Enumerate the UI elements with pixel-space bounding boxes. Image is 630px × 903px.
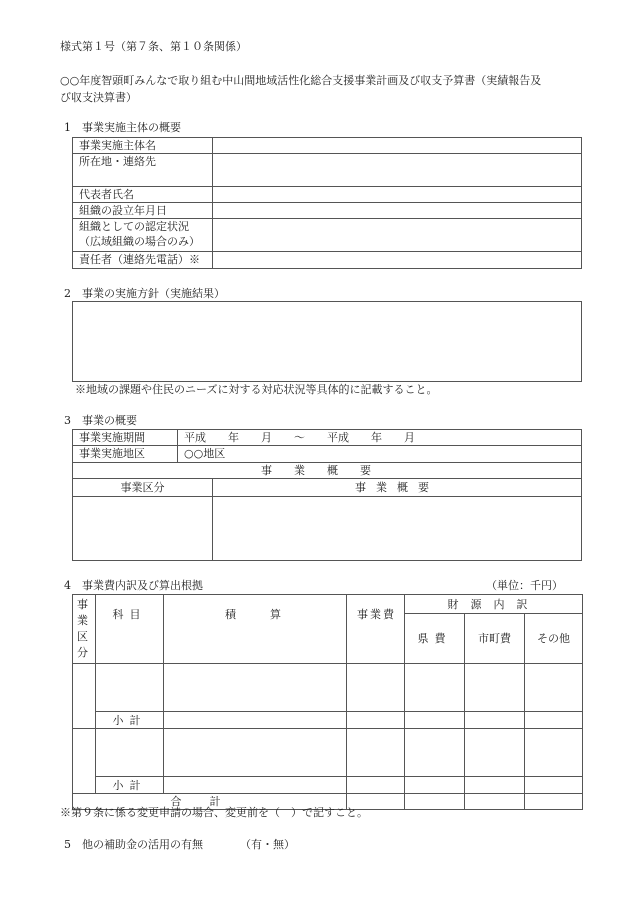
section2-heading: 2 事業の実施方針（実施結果） <box>64 287 225 300</box>
field-established[interactable] <box>213 203 582 219</box>
overview-header: 事業概要 <box>73 463 582 479</box>
category-header: 事業区分 <box>73 479 213 497</box>
header-item: 科目 <box>96 595 164 664</box>
cell[interactable] <box>525 794 583 810</box>
policy-textbox[interactable] <box>72 301 582 382</box>
label-certification-main: 組織としての認定状況 <box>79 220 189 233</box>
cell[interactable] <box>164 777 347 794</box>
budget-table <box>72 594 583 810</box>
section3-heading: 3 事業の概要 <box>64 414 137 427</box>
document-title-line2: び収支決算書） <box>60 91 137 104</box>
cell[interactable] <box>164 729 347 777</box>
subtotal-label: 小計 <box>96 712 164 729</box>
label-address: 所在地・連絡先 <box>73 154 213 187</box>
label-org-name: 事業実施主体名 <box>73 138 213 154</box>
header-other: その他 <box>525 614 583 664</box>
label-established: 組織の設立年月日 <box>73 203 213 219</box>
cell[interactable] <box>405 777 465 794</box>
cell[interactable] <box>164 712 347 729</box>
field-representative[interactable] <box>213 187 582 203</box>
cell[interactable] <box>525 777 583 794</box>
label-period: 事業実施期間 <box>73 430 178 446</box>
label-contact-person: 責任者（連絡先電話）※ <box>73 252 213 269</box>
label-area: 事業実施地区 <box>73 446 178 463</box>
cell[interactable] <box>465 712 525 729</box>
overview-subheader: 事業概要 <box>213 479 582 497</box>
project-overview-table <box>72 429 582 561</box>
cell[interactable] <box>405 794 465 810</box>
section5-heading: 5 他の補助金の活用の有無 <box>64 838 203 851</box>
field-org-name[interactable] <box>213 138 582 154</box>
total-label: 合計 <box>73 794 347 810</box>
form-number: 様式第１号（第７条、第１０条関係） <box>60 40 247 53</box>
cell[interactable] <box>164 664 347 712</box>
field-address[interactable] <box>213 154 582 187</box>
cell[interactable] <box>347 712 405 729</box>
cell[interactable] <box>347 777 405 794</box>
subtotal-label: 小計 <box>96 777 164 794</box>
cell[interactable] <box>525 712 583 729</box>
cell[interactable] <box>405 664 465 712</box>
label-certification-sub: （広域組織の場合のみ） <box>79 235 200 248</box>
subsidy-options[interactable]: （有・無） <box>240 838 295 851</box>
section2-note: ※地域の課題や住民のニーズに対する対応状況等具体的に記載すること。 <box>75 383 438 396</box>
section4-heading: 4 事業費内訳及び算出根拠 <box>64 579 203 592</box>
header-funding: 財源内訳 <box>405 595 583 614</box>
label-certification <box>73 219 213 252</box>
label-representative: 代表者氏名 <box>73 187 213 203</box>
header-calc: 積 算 <box>164 595 347 664</box>
field-period[interactable]: 平成 年 月 ～ 平成 年 月 <box>178 430 582 446</box>
cell[interactable] <box>96 664 164 712</box>
cell[interactable] <box>405 729 465 777</box>
cell[interactable] <box>405 712 465 729</box>
header-cost: 事業費 <box>347 595 405 664</box>
field-overview[interactable] <box>213 497 582 561</box>
cell[interactable] <box>525 729 583 777</box>
document-title-line1: ○○年度智頭町みんなで取り組む中山間地域活性化総合支援事業計画及び収支予算書（実績報告及 <box>60 74 542 87</box>
section1-heading: 1 事業実施主体の概要 <box>64 121 181 134</box>
unit-label: （単位：千円） <box>486 579 563 592</box>
cell[interactable] <box>465 777 525 794</box>
header-city: 市町費 <box>465 614 525 664</box>
cell[interactable] <box>465 664 525 712</box>
field-contact-person[interactable] <box>213 252 582 269</box>
section4-note: ※第９条に係る変更申請の場合、変更前を（ ）で記すこと。 <box>60 806 368 819</box>
cell-category-2[interactable] <box>73 729 96 794</box>
cell[interactable] <box>347 729 405 777</box>
field-area[interactable]: ○○地区 <box>178 446 582 463</box>
cell[interactable] <box>347 664 405 712</box>
organization-table <box>72 137 582 269</box>
cell-category-1[interactable] <box>73 664 96 729</box>
field-category[interactable] <box>73 497 213 561</box>
header-category: 事業区分 <box>73 595 96 664</box>
field-certification[interactable] <box>213 219 582 252</box>
cell[interactable] <box>465 729 525 777</box>
cell[interactable] <box>465 794 525 810</box>
cell[interactable] <box>525 664 583 712</box>
cell[interactable] <box>96 729 164 777</box>
header-pref: 県費 <box>405 614 465 664</box>
